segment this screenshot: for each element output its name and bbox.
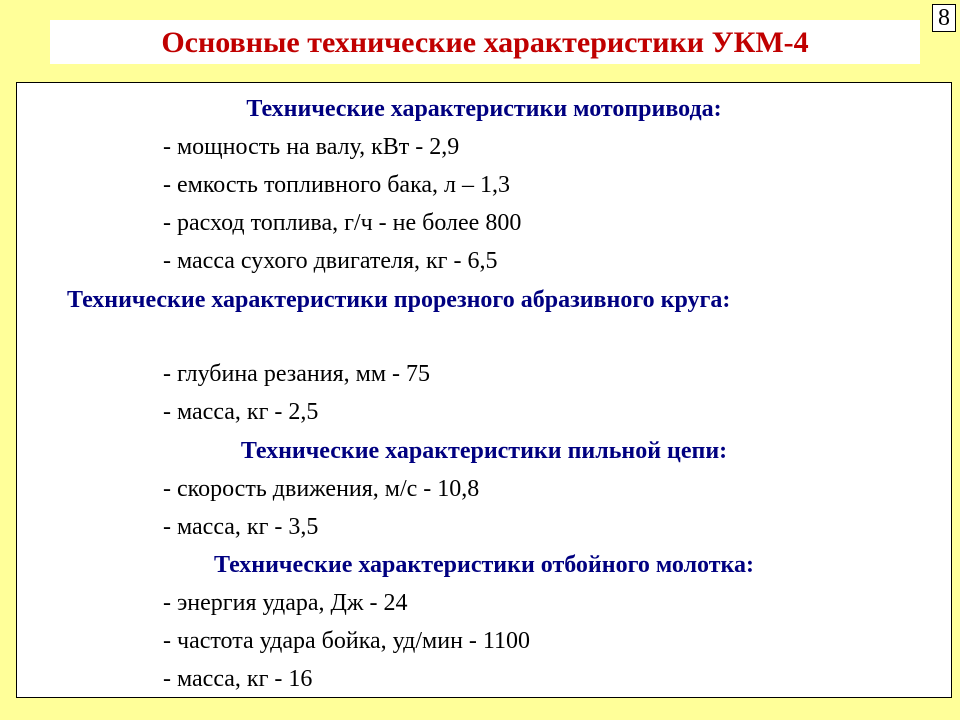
section-heading-motor-drive: Технические характеристики мотопривода: <box>246 96 722 122</box>
spec-item-fuel-tank-capacity: - емкость топливного бака, л – 1,3 <box>163 172 511 198</box>
spec-item-impact-frequency: - частота удара бойка, уд/мин - 1100 <box>163 628 531 654</box>
spec-item-cutting-depth: - глубина резания, мм - 75 <box>163 361 430 387</box>
section-heading-saw-chain: Технические характеристики пильной цепи: <box>240 438 728 464</box>
spec-item-fuel-consumption: - расход топлива, г/ч - не более 800 <box>163 210 522 236</box>
spec-item-chain-speed: - скорость движения, м/с - 10,8 <box>163 476 480 502</box>
page-number: 8 <box>932 4 956 32</box>
spec-item-dry-engine-mass: - масса сухого двигателя, кг - 6,5 <box>163 248 498 274</box>
section-heading-abrasive-wheel: Технические характеристики прорезного абразивного круга: <box>67 287 731 313</box>
spec-item-hammer-mass: - масса, кг - 16 <box>163 666 313 692</box>
section-heading-jackhammer: Технические характеристики отбойного молотка: <box>214 552 754 578</box>
spec-item-wheel-mass: - масса, кг - 2,5 <box>163 399 319 425</box>
specifications-panel <box>16 82 952 698</box>
spec-item-shaft-power: - мощность на валу, кВт - 2,9 <box>163 134 460 160</box>
slide-title: Основные технические характеристики УКМ-4 <box>50 20 920 64</box>
spec-item-chain-mass: - масса, кг - 3,5 <box>163 514 319 540</box>
spec-item-impact-energy: - энергия удара, Дж - 24 <box>163 590 408 616</box>
